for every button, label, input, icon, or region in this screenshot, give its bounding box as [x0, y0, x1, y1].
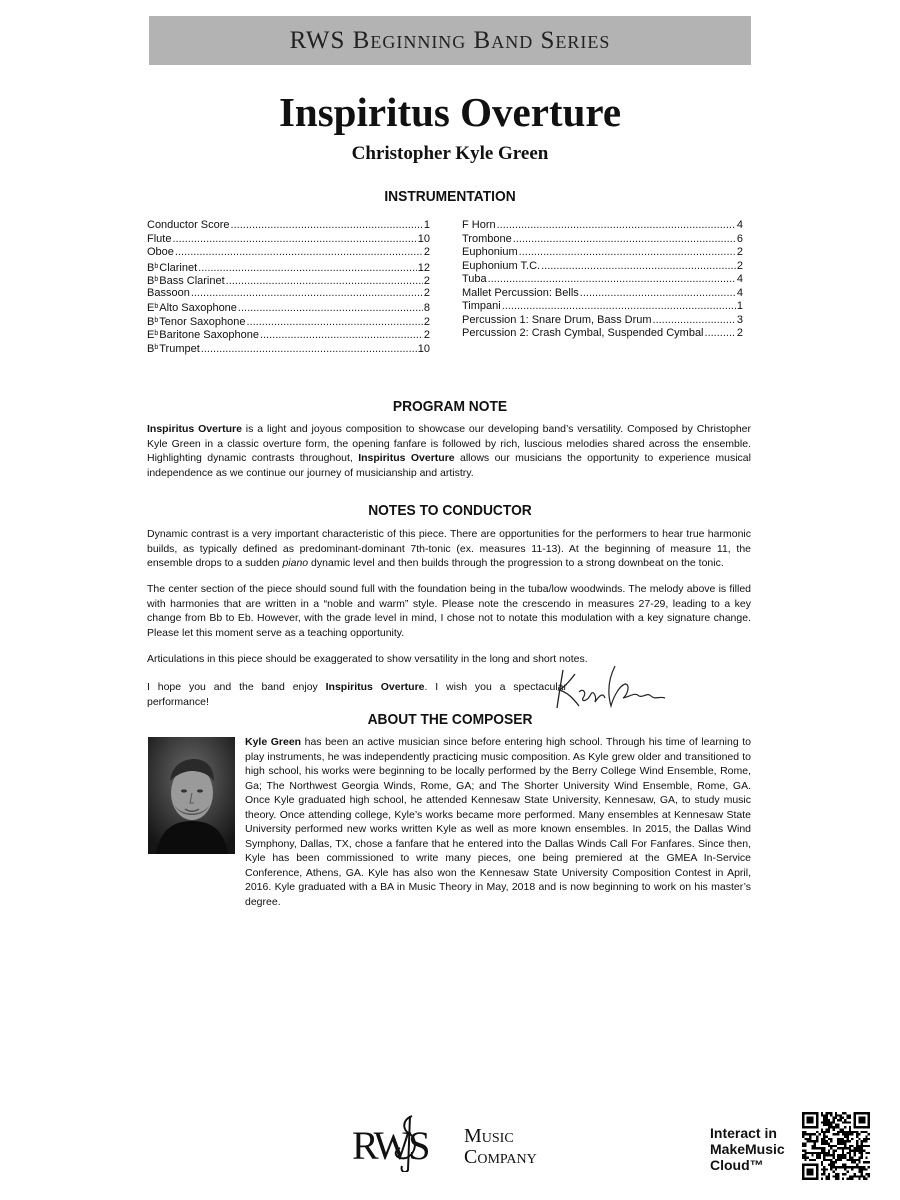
conductor-note-1b: dynamic level and then builds through the progression to a strong downbeat on the tonic. [308, 557, 724, 569]
piece-title: Inspiritus Overture [278, 89, 622, 135]
leader-dots [705, 327, 736, 341]
composer-photo [148, 737, 235, 854]
conductor-note-4-bold: Inspiritus Overture [325, 681, 425, 693]
instrument-count: 1 [736, 300, 743, 312]
composer-name: Christopher Kyle Green [351, 143, 549, 164]
instrument-count: 10 [417, 232, 430, 245]
flat-symbol: b [154, 262, 159, 270]
conductor-note-paragraph-4 [147, 680, 567, 709]
leader-dots [246, 316, 422, 330]
instrument-name [462, 233, 512, 247]
instrument-count: 2 [736, 327, 743, 339]
instrument-row [462, 314, 743, 328]
instrument-name [462, 314, 652, 328]
interact-line-2: MakeMusic [710, 1141, 785, 1157]
conductor-note-paragraph-3: Articulations in this piece should be exaggerated to show versatility in the long and short notes. [147, 653, 588, 665]
instrument-name [462, 246, 518, 260]
rws-logo-letters: RWS [352, 1123, 428, 1168]
instrument-row [147, 233, 430, 247]
instrument-count: 4 [736, 273, 743, 285]
about-composer-bio-top [245, 735, 751, 909]
instrument-row [462, 233, 743, 247]
instrument-count: 2 [423, 329, 430, 341]
interact-line-1: Interact in [710, 1125, 777, 1141]
instrument-key-letter: B [147, 315, 155, 328]
instrument-row [462, 287, 743, 301]
program-note-title-2: Inspiritus Overture [358, 452, 455, 464]
instrument-count: 10 [417, 342, 430, 355]
instrument-name [147, 287, 190, 301]
leader-dots [238, 302, 423, 316]
conductor-note-4a: I hope you and the band enjoy [147, 681, 326, 693]
interact-line-3: Cloud™ [710, 1157, 764, 1173]
flat-symbol: b [154, 316, 159, 324]
program-note-part-2: allows our musicians the opportunity to experience musical independence as we continue our journey of musicianship and artistry. [147, 452, 751, 479]
instrument-name [462, 273, 487, 287]
composer-signature [553, 662, 668, 712]
instrument-row [147, 327, 430, 341]
rws-music-company-logo [352, 1112, 552, 1172]
instrument-row [147, 287, 430, 301]
instrument-key-letter: E [147, 302, 155, 314]
instrument-name [462, 219, 496, 233]
instrument-label: Euphonium [462, 246, 518, 258]
conductor-note-4b: . I wish you a spectacular performance! [147, 681, 568, 708]
instrument-label: Percussion 1: Snare Drum, Bass Drum [462, 313, 652, 326]
leader-dots [502, 300, 736, 314]
leader-dots [231, 219, 423, 233]
instrument-row [462, 327, 743, 341]
instrument-row [147, 341, 430, 355]
series-banner-text: RWS Beginning Band Series [289, 26, 611, 54]
instrument-row [147, 314, 430, 328]
program-note-heading: PROGRAM NOTE [392, 398, 508, 415]
instrument-label: Mallet Percussion: Bells [462, 286, 579, 299]
qr-code-icon[interactable] [802, 1112, 870, 1180]
instrument-label: Clarinet [159, 261, 198, 274]
instrument-row [147, 219, 430, 233]
instrument-count: 2 [423, 246, 430, 258]
instrument-key-letter: E [147, 329, 155, 341]
program-note-part-1: is a light and joyous composition to showcase our developing band’s versatility. Composed by Christopher Kyle Green in a classic overture form, the opening fanfare is followed by rich, luscious melodies shared across the ensemble. Highlighting dynamic contrasts throughout, [147, 423, 751, 464]
leader-dots [260, 329, 423, 343]
treble-clef-icon [372, 1112, 442, 1172]
instrument-label: Conductor Score [147, 219, 230, 231]
instrument-count: 6 [736, 232, 743, 245]
instrument-name [462, 327, 704, 341]
instrument-label: Alto Saxophone [159, 302, 237, 314]
instrument-count: 4 [736, 286, 743, 299]
about-composer-heading: ABOUT THE COMPOSER [367, 711, 533, 728]
instrument-label: Euphonium T.C. [462, 259, 541, 272]
instrument-label: F Horn [462, 219, 496, 231]
instrument-name [462, 287, 579, 301]
about-composer-bio: has been an active musician since before entering high school. Through his time of learning to play instruments, he was independently practicing music composition. As Kyle grew older and transitioned to high school, his works were beginning to be locally performed by the Berry College Wind Ensemble, Rome, Ga; The Northwest Georgia Winds, Rome, GA; and The Shorter University Wind Ensemble, Rome, GA. Once Kyle graduated high school, he attended Kennesaw State University, Kennesaw, GA, to study music theory. Once attending college, Kyle’s works became more performed. Many ensembles at Kennesaw State University performed new works written Kyle as well as more known ensembles. In 2015, the Dallas Wind Symphony, Dallas, TX, chose a fanfare that he entered into the Dallas Winds Call For Fanfares. Since then, Kyle has been commissioned to write many pieces, one being premiered at the GMEA In-Service Conference, Athens, GA. Kyle has also won the Kennesaw State University Composition Contest in April, 2016. Kyle graduated with a BA in Music Theory in May, 2018 and is now beginning to work on his master’s degree. [245, 736, 751, 908]
leader-dots [513, 233, 736, 247]
flat-symbol: b [154, 303, 159, 310]
instrument-label: Bassoon [147, 286, 190, 299]
program-note-title-1: Inspiritus Overture [147, 423, 242, 435]
flat-symbol: b [154, 330, 159, 337]
instrument-label: Timpani [462, 300, 501, 312]
instrument-count: 3 [736, 313, 743, 326]
instrument-row [462, 246, 743, 260]
conductor-notes-heading: NOTES TO CONDUCTOR [368, 502, 532, 519]
about-composer-name: Kyle Green [245, 736, 302, 748]
instrumentation-list-right [462, 219, 743, 341]
instrument-count: 1 [423, 219, 430, 231]
instrument-count: 2 [423, 315, 430, 328]
instrument-row [147, 260, 430, 274]
instrument-name [147, 233, 171, 247]
instrument-name [462, 260, 540, 274]
instrument-count: 4 [736, 219, 743, 231]
instrument-count: 2 [423, 275, 430, 287]
flat-symbol: b [154, 276, 159, 283]
program-note-text [147, 422, 751, 480]
instrument-row [147, 273, 430, 287]
instrument-label: Oboe [147, 246, 174, 258]
instrument-row [147, 246, 430, 260]
instrument-key-letter: B [147, 275, 155, 287]
leader-dots [580, 287, 736, 301]
instrument-label: Tenor Saxophone [159, 315, 246, 328]
instrument-count: 12 [417, 261, 430, 274]
instrument-key-letter: B [147, 342, 155, 355]
flat-symbol: b [154, 343, 159, 351]
instrument-name [147, 246, 174, 260]
conductor-note-1a: Dynamic contrast is a very important characteristic of this piece. There are opportunities for the performers to hear true harmonic builds, as typically defined as predominant-dominant 7th-tonic (ex. measures 11-13). At the beginning of measure 11, the ensemble drops to a sudden [147, 528, 751, 569]
instrument-label: Flute [147, 232, 172, 245]
instrument-row [462, 273, 743, 287]
leader-dots [497, 219, 736, 233]
instrument-name [462, 300, 501, 314]
instrument-label: Bass Clarinet [159, 275, 225, 287]
instrumentation-heading: INSTRUMENTATION [384, 188, 516, 205]
instrument-label: Trumpet [159, 342, 200, 355]
instrument-count: 2 [423, 286, 430, 299]
makemusic-cloud-label [710, 1125, 785, 1173]
instrument-count: 2 [736, 259, 743, 272]
instrument-row [147, 300, 430, 314]
instrument-label: Tuba [462, 273, 487, 285]
instrument-name [147, 341, 200, 357]
leader-dots [175, 246, 423, 260]
leader-dots [541, 260, 736, 274]
leader-dots [488, 273, 736, 287]
leader-dots [653, 314, 736, 328]
instrument-row [462, 219, 743, 233]
leader-dots [201, 343, 417, 357]
conductor-note-paragraph-1 [147, 527, 751, 571]
instrument-label: Baritone Saxophone [159, 329, 259, 341]
rws-logo-line-1: Music [464, 1125, 514, 1147]
rws-logo-line-2: Company [464, 1146, 537, 1168]
conductor-note-1-italic: piano [282, 557, 309, 569]
leader-dots [198, 262, 417, 276]
instrument-count: 2 [736, 246, 743, 258]
rws-logo-wordmark [464, 1126, 537, 1168]
instrument-label: Trombone [462, 232, 512, 245]
leader-dots [172, 233, 416, 247]
instrument-label: Percussion 2: Crash Cymbal, Suspended Cymbal [462, 327, 704, 339]
conductor-note-paragraph-2: The center section of the piece should sound full with the foundation being in the tuba/low woodwinds. The melody above is filled with harmonies that are written in a “noble and warm” style. Please note the crescendo in measures 27-29, leading to a key change from Bb to Eb. However, with the grade level in mind, I chose not to notate this modulation with a key signature change. Please let this moment serve as a teaching opportunity. [147, 583, 751, 639]
instrument-count: 8 [423, 302, 430, 314]
instrument-name [147, 219, 230, 233]
instrument-row [462, 260, 743, 274]
leader-dots [519, 246, 736, 260]
instrument-key-letter: B [147, 261, 155, 274]
instrument-row [462, 300, 743, 314]
series-banner [149, 16, 751, 65]
instrumentation-list-left [147, 219, 430, 354]
leader-dots [191, 287, 423, 301]
